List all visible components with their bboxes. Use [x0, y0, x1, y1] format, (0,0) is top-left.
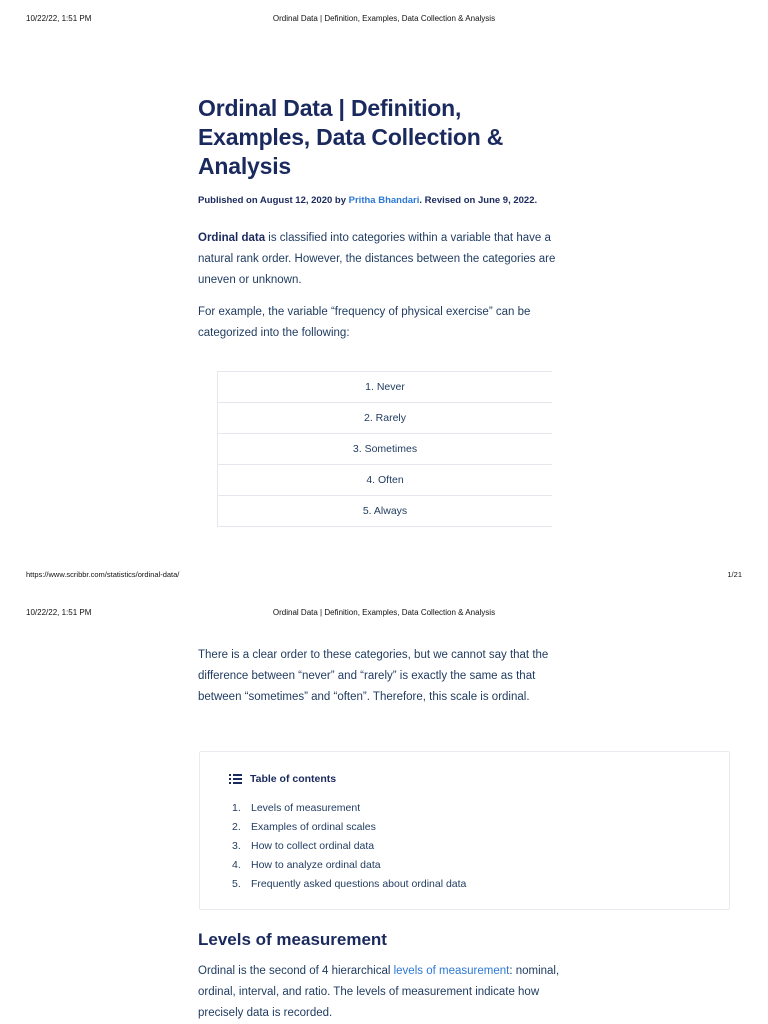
print-header	[0, 14, 768, 28]
section-heading: Levels of measurement	[198, 930, 387, 949]
ordinal-data-term: Ordinal data	[198, 232, 266, 244]
table-row: 3. Sometimes	[217, 434, 552, 465]
print-date: 10/22/22, 1:51 PM	[26, 608, 92, 617]
toc-item[interactable]: 5. Frequently asked questions about ordinal data	[232, 878, 467, 890]
levels-paragraph: Ordinal is the second of 4 hierarchical levels of measurement: nominal, ordinal, interval, and ratio. The levels of measurement indicate how precisely data is recorded.	[198, 965, 560, 1019]
revised-date: . Revised on June 9, 2022.	[419, 195, 538, 206]
table-row: 5. Always	[217, 496, 552, 527]
toc-heading-label: Table of contents	[250, 773, 337, 785]
page-number: 1/21	[727, 570, 742, 579]
toc-item[interactable]: 4. How to analyze ordinal data	[232, 859, 381, 871]
list-icon	[229, 774, 242, 784]
published-date: Published on August 12, 2020 by	[198, 195, 346, 206]
table-row: 2. Rarely	[217, 403, 552, 434]
toc-item[interactable]: 2. Examples of ordinal scales	[232, 821, 376, 833]
toc-item[interactable]: 1. Levels of measurement	[232, 802, 361, 814]
levels-of-measurement-link[interactable]: levels of measurement	[393, 965, 510, 977]
print-doc-title: Ordinal Data | Definition, Examples, Data Collection & Analysis	[272, 608, 496, 617]
article-title: Ordinal Data | Definition, Examples, Data Collection & Analysis	[198, 95, 504, 179]
print-header	[0, 608, 768, 622]
table-row: 4. Often	[217, 465, 552, 496]
table-of-contents	[199, 751, 730, 910]
print-date: 10/22/22, 1:51 PM	[26, 14, 92, 23]
table-row: 1. Never	[217, 372, 552, 403]
scale-table	[217, 371, 552, 527]
toc-heading	[229, 773, 336, 785]
print-url: https://www.scribbr.com/statistics/ordinal-data/	[26, 570, 180, 579]
toc-item[interactable]: 3. How to collect ordinal data	[232, 840, 375, 852]
print-doc-title: Ordinal Data | Definition, Examples, Data Collection & Analysis	[272, 14, 496, 23]
explanation-paragraph: There is a clear order to these categories, but we cannot say that the difference between “never” and “rarely” is exactly the same as that between “sometimes” and “often”. Therefore, this scale is ordinal.	[198, 649, 549, 703]
author-link[interactable]: Pritha Bhandari	[348, 195, 420, 206]
example-paragraph: For example, the variable “frequency of physical exercise” can be categorized into the following:	[198, 306, 531, 339]
toc-list	[232, 799, 466, 894]
article-meta	[198, 195, 570, 206]
intro-paragraph: Ordinal data is classified into categories within a variable that have a natural rank order. However, the distances between the categories are uneven or unknown.	[198, 232, 556, 286]
